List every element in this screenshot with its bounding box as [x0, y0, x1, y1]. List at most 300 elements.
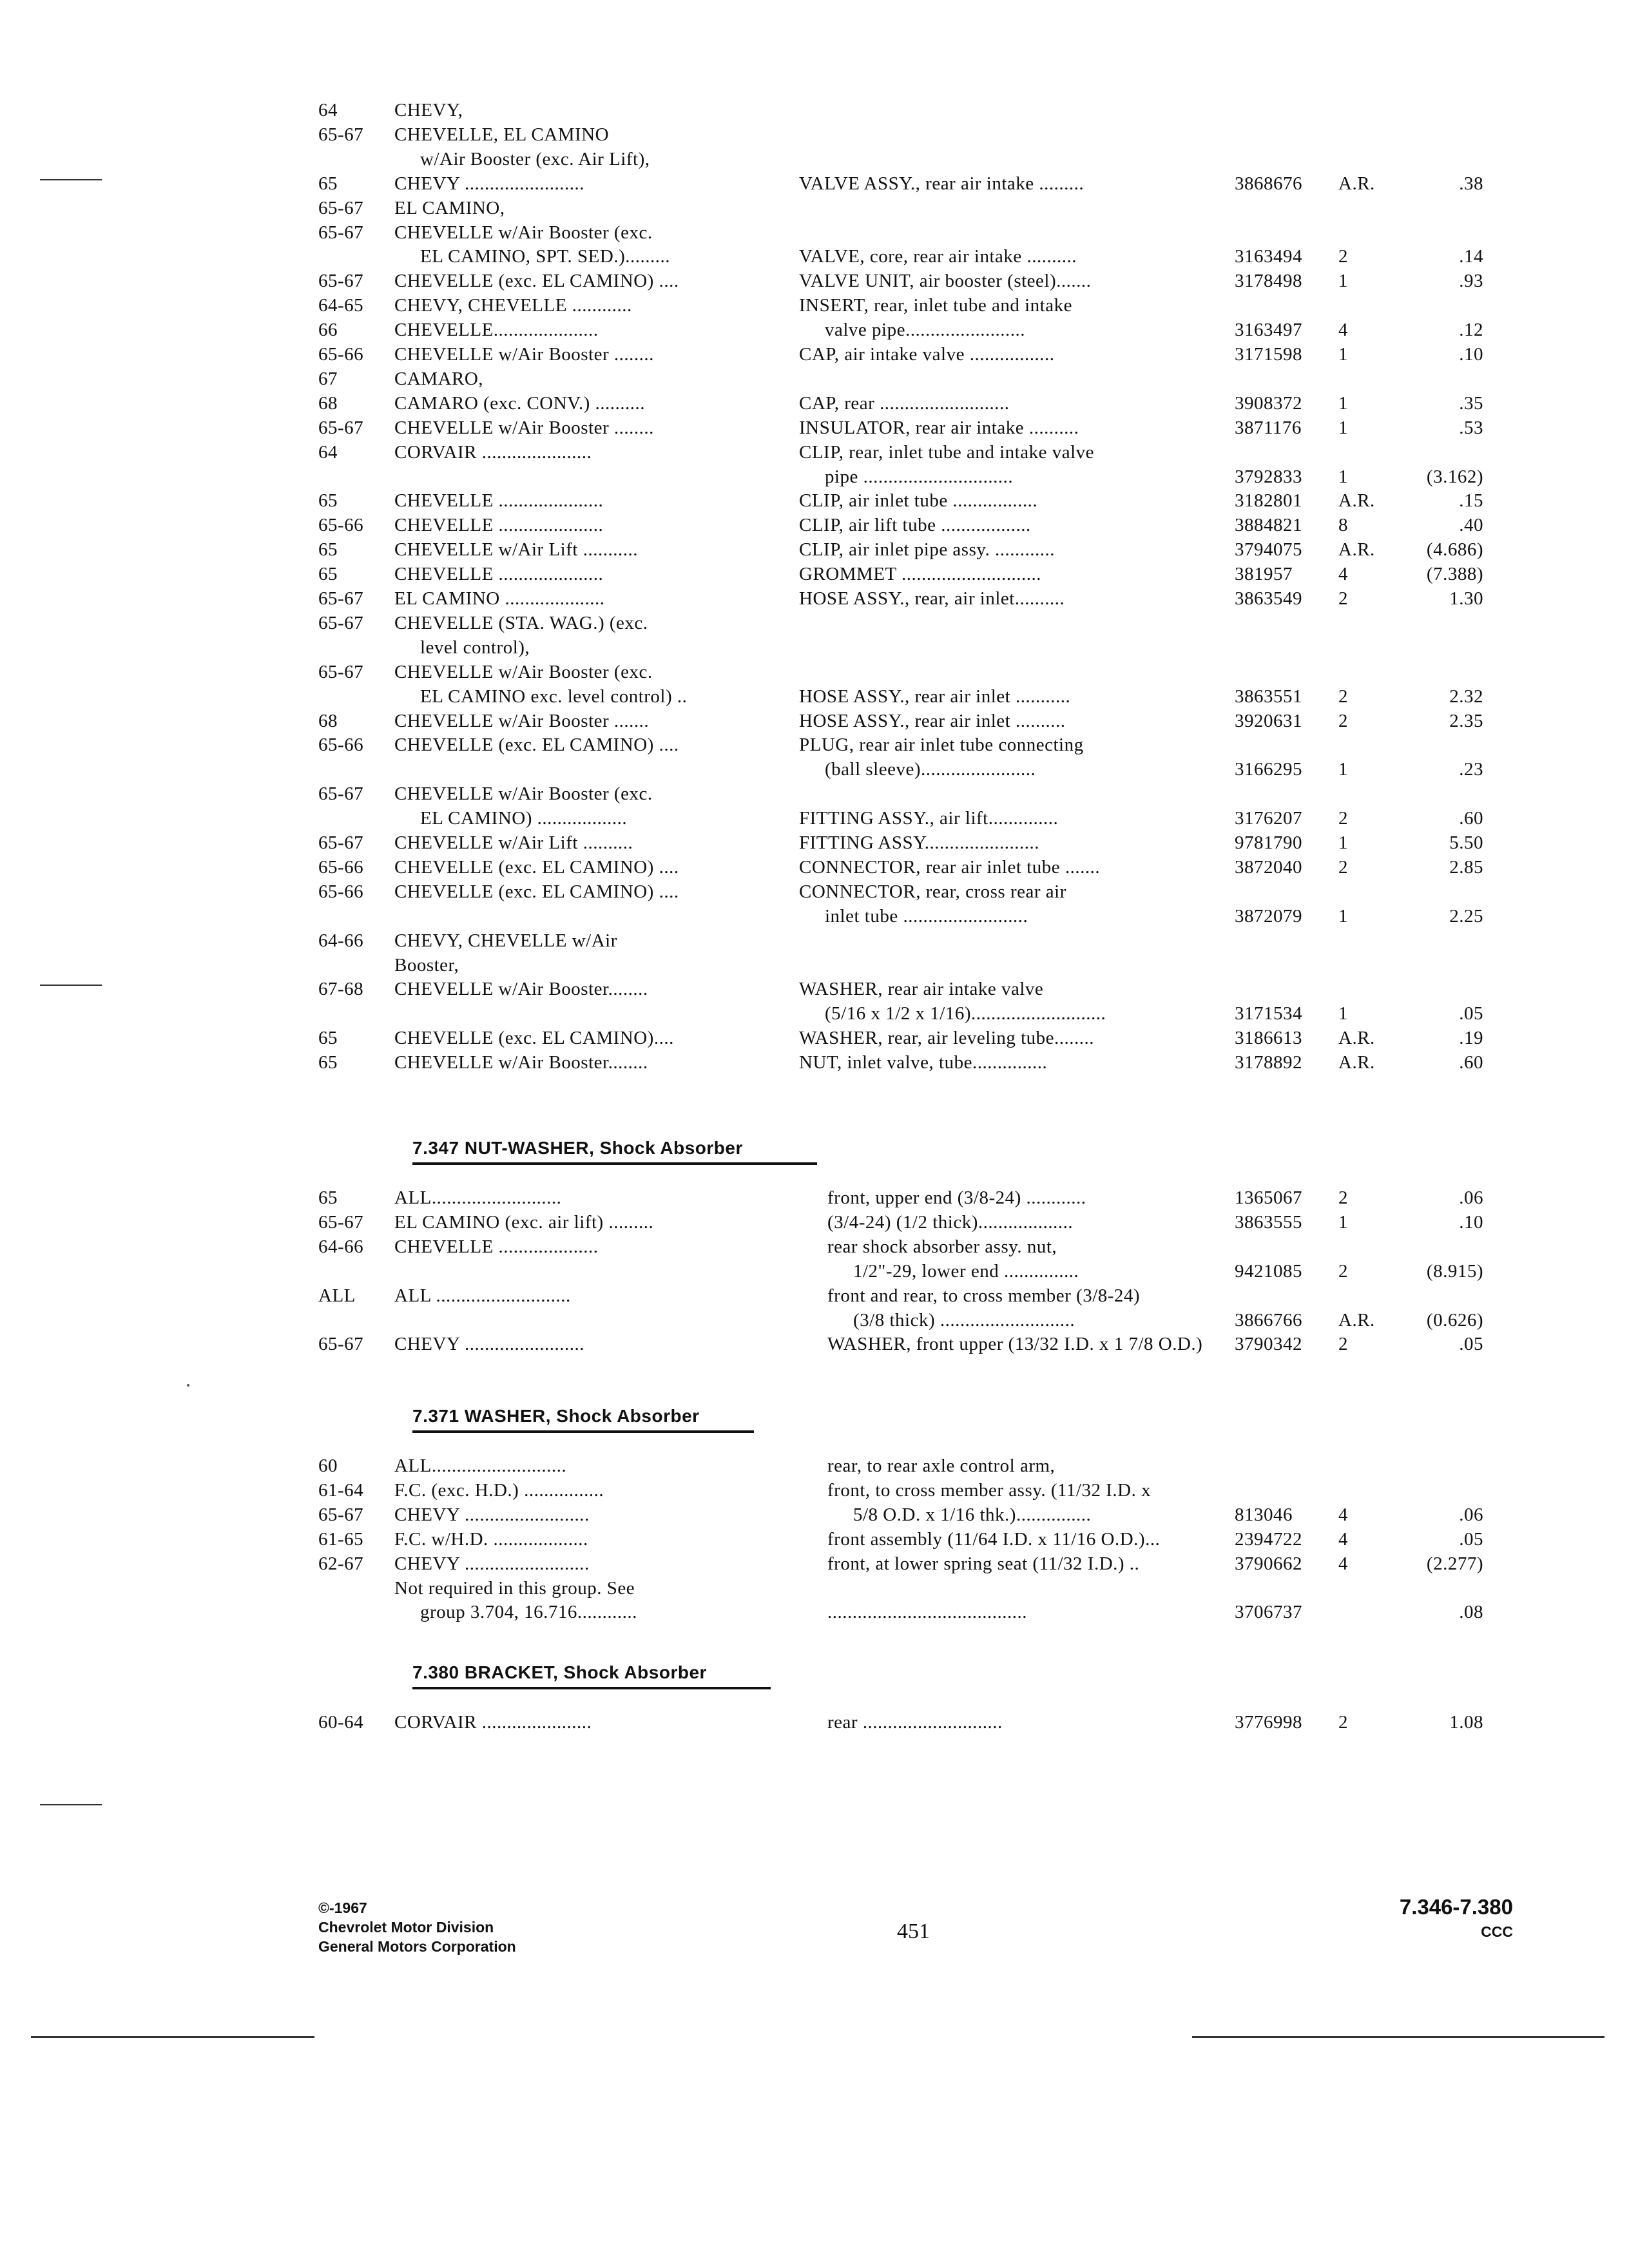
model-application: CHEVELLE w/Air Lift ..........	[394, 832, 633, 853]
quantity: 2	[1338, 856, 1348, 878]
quantity: A.R.	[1338, 1028, 1375, 1049]
part-number: 3166295	[1235, 759, 1302, 780]
parts-row	[0, 855, 1629, 879]
part-number: 3863551	[1235, 686, 1302, 707]
part-description: GROMMET ............................	[799, 564, 1041, 585]
model-application: CHEVY ........................	[394, 173, 585, 194]
model-year: 65-67	[318, 783, 364, 805]
price: (2.277)	[1426, 1553, 1483, 1574]
price: .93	[1459, 271, 1483, 292]
quantity: 2	[1338, 246, 1348, 267]
model-year: 65	[318, 539, 338, 561]
part-description: FITTING ASSY.......................	[799, 832, 1040, 853]
part-number: 3178892	[1235, 1052, 1302, 1073]
parts-row	[0, 537, 1629, 562]
price: .60	[1459, 808, 1483, 829]
part-description: front, at lower spring seat (11/32 I.D.) ..	[827, 1553, 1140, 1574]
model-year: 65-66	[318, 515, 364, 536]
part-description: HOSE ASSY., rear, air inlet..........	[799, 588, 1065, 609]
model-application: EL CAMINO exc. level control) ..	[420, 686, 688, 707]
part-number: 3790662	[1235, 1553, 1302, 1574]
part-description: (5/16 x 1/2 x 1/16)...........................	[825, 1003, 1106, 1024]
price: .40	[1459, 515, 1483, 536]
model-year: 65-66	[318, 881, 364, 902]
quantity: 2	[1338, 1260, 1348, 1282]
model-application: CHEVELLE w/Air Booster (exc.	[394, 222, 653, 243]
parts-row	[0, 782, 1629, 806]
model-application: EL CAMINO (exc. air lift) .........	[394, 1211, 654, 1233]
corporation-line: General Motors Corporation	[318, 1938, 516, 1955]
part-number: 1365067	[1235, 1187, 1302, 1208]
part-number: 2394722	[1235, 1528, 1302, 1550]
model-application: CHEVELLE.....................	[394, 320, 599, 341]
price: (8.915)	[1426, 1260, 1483, 1282]
quantity: 2	[1338, 1187, 1348, 1208]
section-heading-bracket: 7.380 BRACKET, Shock Absorber	[412, 1662, 707, 1682]
parts-row	[0, 831, 1629, 855]
parts-row	[0, 611, 1629, 635]
parts-row	[0, 1332, 1629, 1356]
part-description: CONNECTOR, rear, cross rear air	[799, 881, 1066, 902]
parts-row	[0, 220, 1629, 245]
model-application: Not required in this group. See	[394, 1577, 635, 1599]
part-description: CAP, air intake valve .................	[799, 344, 1055, 365]
part-description: front and rear, to cross member (3/8-24)	[827, 1285, 1141, 1306]
part-description: front, to cross member assy. (11/32 I.D. x	[827, 1479, 1152, 1501]
parts-row	[0, 342, 1629, 367]
model-application: CHEVELLE w/Air Booster ........	[394, 344, 654, 365]
model-year: 65-67	[318, 588, 364, 609]
part-description: rear shock absorber assy. nut,	[827, 1236, 1057, 1257]
part-description: CAP, rear ..........................	[799, 392, 1010, 414]
parts-row	[0, 367, 1629, 391]
model-year: 65-67	[318, 417, 364, 438]
price: .05	[1459, 1003, 1483, 1024]
part-description: PLUG, rear air inlet tube connecting	[799, 735, 1084, 756]
trim-line	[31, 2036, 314, 2038]
model-application: CHEVELLE w/Air Booster........	[394, 979, 648, 1000]
part-description: 5/8 O.D. x 1/16 thk.)...............	[853, 1504, 1092, 1525]
section-heading-nut-washer: 7.347 NUT-WASHER, Shock Absorber	[412, 1138, 743, 1158]
quantity: 4	[1338, 1528, 1348, 1550]
parts-row	[0, 635, 1629, 660]
model-application: CHEVY, CHEVELLE w/Air	[394, 930, 617, 951]
parts-row	[0, 709, 1629, 733]
model-year: 64-66	[318, 1236, 364, 1257]
model-year: 65-67	[318, 661, 364, 682]
model-year: 65-67	[318, 1504, 364, 1525]
part-description: rear, to rear axle control arm,	[827, 1456, 1055, 1476]
parts-row	[0, 660, 1629, 684]
model-application: CHEVY .........................	[394, 1553, 590, 1574]
model-application: EL CAMINO) ..................	[420, 808, 628, 829]
part-description: (ball sleeve).......................	[825, 759, 1036, 780]
quantity: 8	[1338, 515, 1348, 536]
parts-row	[0, 1552, 1629, 1576]
model-application: EL CAMINO, SPT. SED.).........	[420, 246, 670, 267]
model-application: CHEVELLE w/Air Lift ...........	[394, 539, 638, 561]
price: .60	[1459, 1052, 1483, 1073]
parts-row	[0, 171, 1629, 196]
parts-row	[0, 1576, 1629, 1600]
part-description: (3/8 thick) ...........................	[853, 1309, 1075, 1331]
price: .05	[1459, 1528, 1483, 1550]
model-year: 65	[318, 564, 338, 585]
model-application: CHEVY ........................	[394, 1334, 585, 1355]
model-year: 68	[318, 392, 338, 414]
parts-row	[0, 757, 1629, 782]
part-description: CLIP, air inlet pipe assy. ............	[799, 539, 1055, 561]
part-description: WASHER, rear air intake valve	[799, 979, 1044, 1000]
quantity: 4	[1338, 320, 1348, 341]
model-year: 65	[318, 490, 338, 512]
model-year: 65	[318, 173, 338, 194]
model-application: ALL ...........................	[394, 1285, 571, 1306]
price: 2.25	[1449, 905, 1483, 927]
part-number: 9781790	[1235, 832, 1302, 853]
parts-row	[0, 416, 1629, 440]
model-application: CHEVELLE w/Air Booster (exc.	[394, 783, 653, 805]
quantity: 4	[1338, 1553, 1348, 1574]
part-description: 1/2"-29, lower end ...............	[853, 1260, 1079, 1282]
model-application: CHEVELLE (exc. EL CAMINO) ....	[394, 271, 679, 292]
model-application: CORVAIR ......................	[394, 1712, 592, 1733]
part-number: 3871176	[1235, 417, 1302, 438]
model-application: CHEVELLE (STA. WAG.) (exc.	[394, 612, 648, 633]
punch-mark	[40, 985, 102, 986]
model-year: 65-67	[318, 124, 364, 145]
part-number: 3790342	[1235, 1334, 1302, 1355]
model-year: 67	[318, 368, 338, 389]
parts-row	[0, 1503, 1629, 1527]
model-year: ALL	[318, 1285, 356, 1306]
section-heading-washer: 7.371 WASHER, Shock Absorber	[412, 1406, 700, 1426]
model-year: 65-66	[318, 735, 364, 756]
part-number: 813046	[1235, 1504, 1293, 1525]
price: .08	[1459, 1602, 1483, 1623]
part-number: 381957	[1235, 564, 1293, 585]
copyright-line: ©-1967	[318, 1899, 367, 1916]
quantity: 1	[1338, 344, 1348, 365]
part-number: 3171534	[1235, 1003, 1302, 1024]
model-year: 64-65	[318, 295, 364, 316]
parts-row	[0, 1050, 1629, 1075]
parts-row	[0, 977, 1629, 1001]
part-description: WASHER, rear, air leveling tube........	[799, 1028, 1095, 1049]
part-description: CLIP, air inlet tube .................	[799, 490, 1038, 512]
quantity: 2	[1338, 1334, 1348, 1355]
quantity: 1	[1338, 466, 1348, 487]
part-description: CLIP, air lift tube ..................	[799, 515, 1031, 536]
model-year: 65	[318, 1028, 338, 1049]
part-description: HOSE ASSY., rear air inlet ...........	[799, 686, 1071, 707]
price: .53	[1459, 417, 1483, 438]
quantity: 4	[1338, 1504, 1348, 1525]
part-description: NUT, inlet valve, tube...............	[799, 1052, 1048, 1073]
parts-row	[0, 391, 1629, 416]
price: 2.32	[1449, 686, 1483, 707]
parts-row	[0, 586, 1629, 611]
model-year: 65-67	[318, 271, 364, 292]
model-application: CORVAIR ......................	[394, 441, 592, 463]
scan-speck	[187, 1384, 189, 1387]
parts-row	[0, 1527, 1629, 1552]
part-number: 3176207	[1235, 808, 1302, 829]
model-year: 65-67	[318, 832, 364, 853]
part-number: 3163497	[1235, 320, 1302, 341]
parts-row	[0, 1235, 1629, 1259]
part-number: 3866766	[1235, 1309, 1302, 1331]
price: (4.686)	[1426, 539, 1483, 561]
parts-row	[0, 879, 1629, 904]
part-number: 3792833	[1235, 466, 1302, 487]
parts-row	[0, 122, 1629, 147]
part-description: CONNECTOR, rear air inlet tube .......	[799, 856, 1101, 878]
model-application: CAMARO,	[394, 368, 484, 389]
quantity: A.R.	[1338, 173, 1375, 194]
model-year: 65	[318, 1052, 338, 1073]
parts-row	[0, 1710, 1629, 1735]
model-application: CHEVELLE, EL CAMINO	[394, 124, 610, 145]
model-year: 64-66	[318, 930, 364, 951]
model-year: 65-67	[318, 1211, 364, 1233]
model-application: group 3.704, 16.716............	[420, 1602, 637, 1623]
price: .38	[1459, 173, 1483, 194]
parts-row	[0, 1026, 1629, 1050]
part-description: pipe ..............................	[825, 466, 1014, 487]
quantity: 1	[1338, 417, 1348, 438]
part-description: INSERT, rear, inlet tube and intake	[799, 295, 1072, 316]
price: 2.35	[1449, 710, 1483, 731]
price: 1.08	[1449, 1712, 1483, 1733]
model-application: CHEVY, CHEVELLE ............	[394, 295, 632, 316]
model-year: 66	[318, 320, 338, 341]
division-line: Chevrolet Motor Division	[318, 1919, 494, 1936]
price: .10	[1459, 344, 1483, 365]
part-description: ........................................	[827, 1602, 1027, 1623]
model-application: F.C. w/H.D. ...................	[394, 1528, 588, 1550]
model-application: CHEVELLE w/Air Booster (exc.	[394, 661, 653, 682]
quantity: 2	[1338, 588, 1348, 609]
parts-row	[0, 513, 1629, 537]
part-description: VALVE ASSY., rear air intake .........	[799, 173, 1084, 194]
price: .05	[1459, 1334, 1483, 1355]
model-year: 67-68	[318, 979, 364, 1000]
quantity: 2	[1338, 710, 1348, 731]
model-application: Booster,	[394, 954, 459, 975]
model-year: 62-67	[318, 1553, 364, 1574]
group-range: 7.346-7.380	[1399, 1895, 1513, 1919]
part-number: 3794075	[1235, 539, 1302, 561]
part-description: VALVE UNIT, air booster (steel).......	[799, 271, 1092, 292]
parts-row	[0, 1478, 1629, 1503]
model-application: CHEVELLE (exc. EL CAMINO) ....	[394, 735, 679, 756]
part-description: front, upper end (3/8-24) ............	[827, 1187, 1086, 1208]
part-number: 3178498	[1235, 271, 1302, 292]
price: .19	[1459, 1028, 1483, 1049]
part-number: 3863555	[1235, 1211, 1302, 1233]
price: .15	[1459, 490, 1483, 512]
model-year: 64	[318, 441, 338, 463]
part-number: 3908372	[1235, 392, 1302, 414]
parts-row	[0, 684, 1629, 709]
part-description: inlet tube .........................	[825, 905, 1028, 927]
part-description: (3/4-24) (1/2 thick)...................	[827, 1211, 1074, 1233]
model-application: ALL...........................	[394, 1456, 567, 1476]
part-number: 3884821	[1235, 515, 1302, 536]
parts-row	[0, 1600, 1629, 1624]
part-number: 3863549	[1235, 588, 1302, 609]
price: .23	[1459, 759, 1483, 780]
model-application: EL CAMINO ....................	[394, 588, 605, 609]
parts-row	[0, 1001, 1629, 1026]
part-number: 3163494	[1235, 246, 1302, 267]
price: .06	[1459, 1187, 1483, 1208]
model-application: w/Air Booster (exc. Air Lift),	[420, 148, 650, 169]
parts-row	[0, 147, 1629, 171]
parts-row	[0, 269, 1629, 293]
parts-row	[0, 1454, 1629, 1478]
parts-row	[0, 806, 1629, 831]
model-application: CHEVELLE .....................	[394, 564, 604, 585]
part-description: CLIP, rear, inlet tube and intake valve	[799, 441, 1095, 463]
part-description: WASHER, front upper (13/32 I.D. x 1 7/8 O.D.)	[827, 1334, 1203, 1355]
part-description: VALVE, core, rear air intake ..........	[799, 246, 1077, 267]
group-range-block	[1400, 1893, 1513, 1942]
part-description: rear ............................	[827, 1712, 1003, 1733]
price: (0.626)	[1426, 1309, 1483, 1331]
section-underline	[412, 1162, 817, 1165]
price: .12	[1459, 320, 1483, 341]
price: 1.30	[1449, 588, 1483, 609]
parts-row	[0, 1210, 1629, 1235]
part-description: FITTING ASSY., air lift..............	[799, 808, 1059, 829]
model-application: EL CAMINO,	[394, 197, 505, 218]
quantity: 1	[1338, 832, 1348, 853]
model-application: CHEVELLE (exc. EL CAMINO) ....	[394, 856, 679, 878]
quantity: 4	[1338, 564, 1348, 585]
model-application: CHEVELLE w/Air Booster ........	[394, 417, 654, 438]
model-year: 65-66	[318, 344, 364, 365]
model-application: CHEVY .........................	[394, 1504, 590, 1525]
quantity: A.R.	[1338, 1052, 1375, 1073]
part-number: 3872040	[1235, 856, 1302, 878]
parts-row	[0, 1259, 1629, 1283]
quantity: 2	[1338, 686, 1348, 707]
model-application: CHEVELLE (exc. EL CAMINO)....	[394, 1028, 674, 1049]
model-year: 68	[318, 710, 338, 731]
quantity: A.R.	[1338, 490, 1375, 512]
page-number: 451	[897, 1919, 930, 1943]
quantity: A.R.	[1338, 539, 1375, 561]
model-application: CAMARO (exc. CONV.) ..........	[394, 392, 646, 414]
quantity: 1	[1338, 392, 1348, 414]
price: .10	[1459, 1211, 1483, 1233]
parts-row	[0, 904, 1629, 928]
parts-row	[0, 196, 1629, 220]
model-year: 65-67	[318, 612, 364, 633]
parts-row	[0, 1283, 1629, 1308]
model-year: 65-67	[318, 222, 364, 243]
model-application: CHEVELLE .....................	[394, 515, 604, 536]
part-description: INSULATOR, rear air intake ..........	[799, 417, 1079, 438]
model-application: CHEVELLE w/Air Booster........	[394, 1052, 648, 1073]
price: .14	[1459, 246, 1483, 267]
part-number: 3706737	[1235, 1602, 1302, 1623]
section-underline	[412, 1687, 771, 1689]
quantity: A.R.	[1338, 1309, 1375, 1331]
part-description: valve pipe........................	[825, 320, 1025, 341]
trim-line	[1192, 2036, 1605, 2038]
model-year: 60	[318, 1456, 338, 1476]
parts-row	[0, 953, 1629, 977]
price: .06	[1459, 1504, 1483, 1525]
quantity: 1	[1338, 759, 1348, 780]
parts-row	[0, 440, 1629, 465]
parts-row	[0, 562, 1629, 586]
part-number: 3872079	[1235, 905, 1302, 927]
part-number: 3776998	[1235, 1712, 1302, 1733]
price: (7.388)	[1426, 564, 1483, 585]
model-application: F.C. (exc. H.D.) ................	[394, 1479, 604, 1501]
model-application: CHEVELLE (exc. EL CAMINO) ....	[394, 881, 679, 902]
parts-row	[0, 318, 1629, 342]
quantity: 2	[1338, 808, 1348, 829]
parts-row	[0, 465, 1629, 489]
publisher-block	[318, 1898, 516, 1956]
model-application: CHEVY,	[394, 100, 463, 120]
price: .35	[1459, 392, 1483, 414]
parts-row	[0, 488, 1629, 513]
parts-row	[0, 244, 1629, 269]
model-year: 61-64	[318, 1479, 364, 1501]
model-year: 64	[318, 100, 338, 120]
model-year: 65	[318, 1187, 338, 1208]
quantity: 1	[1338, 271, 1348, 292]
price: 2.85	[1449, 856, 1483, 878]
parts-row	[0, 928, 1629, 953]
quantity: 1	[1338, 1211, 1348, 1233]
punch-mark	[40, 1804, 102, 1805]
model-year: 60-64	[318, 1712, 364, 1733]
model-application: level control),	[420, 637, 530, 658]
parts-row	[0, 1308, 1629, 1332]
part-description: front assembly (11/64 I.D. x 11/16 O.D.)...	[827, 1528, 1161, 1550]
model-year: 61-65	[318, 1528, 364, 1550]
model-year: 65-67	[318, 197, 364, 218]
model-year: 65-67	[318, 1334, 364, 1355]
model-application: CHEVELLE .....................	[394, 490, 604, 512]
punch-mark	[40, 179, 102, 180]
part-number: 3186613	[1235, 1028, 1302, 1049]
part-number: 9421085	[1235, 1260, 1302, 1282]
price: (3.162)	[1426, 466, 1483, 487]
parts-row	[0, 733, 1629, 757]
price: 5.50	[1449, 832, 1483, 853]
parts-row	[0, 293, 1629, 318]
quantity: 2	[1338, 1712, 1348, 1733]
section-underline	[412, 1430, 754, 1433]
part-number: 3920631	[1235, 710, 1302, 731]
quantity: 1	[1338, 905, 1348, 927]
catalog-code: CCC	[1481, 1923, 1513, 1940]
parts-row	[0, 98, 1629, 122]
model-year: 65-66	[318, 856, 364, 878]
parts-row	[0, 1186, 1629, 1210]
quantity: 1	[1338, 1003, 1348, 1024]
part-number: 3182801	[1235, 490, 1302, 512]
part-number: 3171598	[1235, 344, 1302, 365]
